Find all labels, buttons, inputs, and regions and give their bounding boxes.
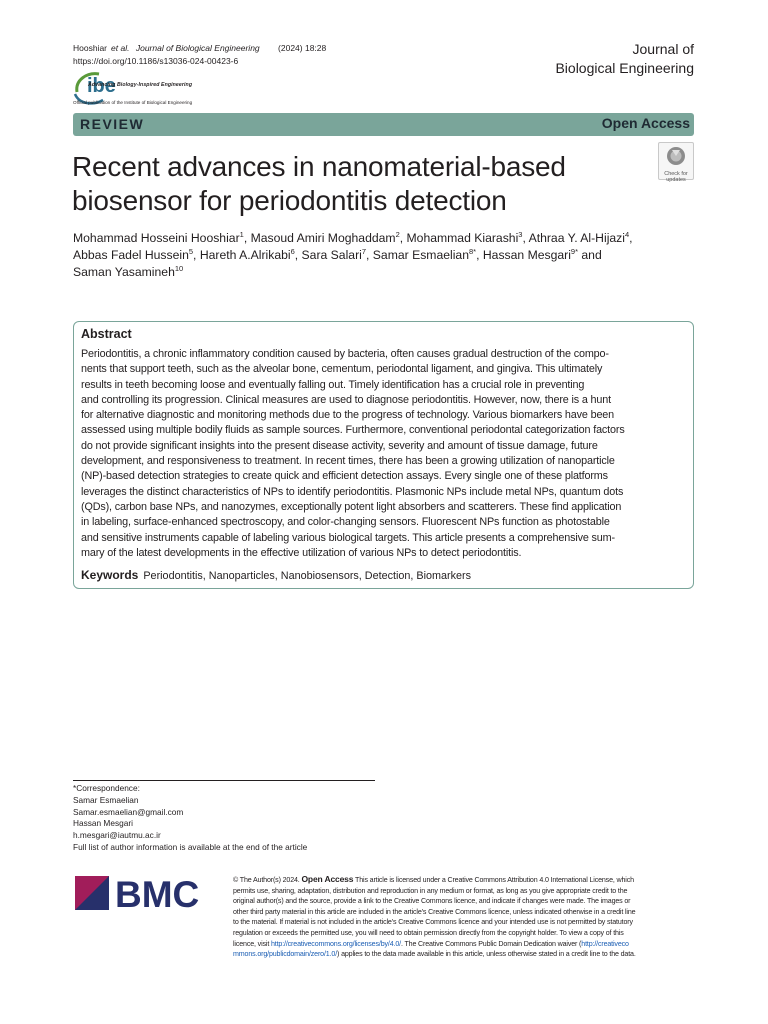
- author-affiliation-mark: 6: [290, 246, 295, 256]
- et-al: et al.: [111, 43, 130, 53]
- author-affiliation-mark: 1: [239, 229, 244, 239]
- abstract-line: for alternative diagnostic and monitoring methods due to the progress of technology. Various biomarkers have been: [81, 409, 615, 422]
- abstract-line: and controlling its progression. Clinical measures are used to diagnose periodontitis. However, now, there is a hunt: [81, 393, 611, 406]
- license-line: [233, 917, 695, 928]
- abstract-text: [81, 347, 685, 561]
- correspondent-email-1[interactable]: Samar.esmaelian@gmail.com: [73, 806, 184, 817]
- license-text: This article is licensed under a Creative Commons Attribution 4.0 International License, which: [353, 876, 634, 884]
- author-affiliation-mark: 8*: [468, 246, 477, 256]
- author-name: Athraa Y. Al-Hijazi: [528, 231, 625, 245]
- author-affiliation-mark: 9*: [570, 246, 579, 256]
- author-separator: ,: [243, 231, 251, 245]
- keywords-label: Keywords: [81, 568, 139, 582]
- author-affiliation-mark: 4: [624, 229, 630, 239]
- bmc-logo-text: BMC: [115, 874, 200, 914]
- journal-name-line2: Biological Engineering: [555, 60, 694, 76]
- author-name: Masoud Amiri Moghaddam: [250, 231, 396, 245]
- author-separator: ,: [522, 231, 529, 245]
- license-link[interactable]: http://creativecommons.org/licenses/by/4.0/: [270, 939, 401, 948]
- article-type-label: REVIEW: [80, 116, 145, 132]
- license-line: [233, 886, 695, 897]
- license-text: © The Author(s) 2024.: [233, 876, 302, 884]
- correspondent-name-2: Hassan Mesgari: [73, 818, 133, 829]
- license-link[interactable]: http://creativeco: [581, 939, 629, 948]
- keywords-line: [81, 568, 471, 582]
- author-affiliation-mark: 2: [395, 229, 400, 239]
- license-statement: [233, 874, 695, 960]
- author-short: Hooshiar: [73, 43, 108, 53]
- author-list: [73, 230, 693, 281]
- abstract-line: leverages the distinct characteristics of NPs to identify periodontitis. Plasmonic NPs include metal NPs, quantum dots: [81, 485, 624, 498]
- journal-name: [555, 40, 694, 78]
- abstract-line: (QDs), carbon base NPs, and nanozymes, exceptionally potent light absorbers and scatterers. These find application: [81, 500, 622, 513]
- correspondent-email-2[interactable]: h.mesgari@iautmu.ac.ir: [73, 830, 161, 841]
- license-link[interactable]: mmons.org/publicdomain/zero/1.0/: [233, 950, 338, 959]
- abstract-line: do not provide significant insights into the present disease activity, severity and amount of tissue damage, future: [81, 439, 598, 452]
- footnote-divider: [73, 780, 375, 781]
- license-text: licence, visit: [233, 939, 271, 948]
- logo-tagline: Advancing Biology-Inspired Engineering: [88, 82, 193, 88]
- license-text: other third party material in this article are included in the article’s Creative Commons licence, unless indicated otherwise in a credit line: [233, 907, 636, 916]
- author-affiliation-mark: 5: [188, 246, 194, 256]
- logo-subtitle: Official publication of the Institute of Biological Engineering: [73, 100, 193, 105]
- license-line: [233, 874, 695, 886]
- author-name: Samar Esmaelian: [372, 248, 469, 262]
- check-updates-line1: Check for: [664, 171, 688, 177]
- author-name: Sara Salari: [301, 248, 362, 262]
- author-affiliation-mark: 3: [518, 229, 523, 239]
- author-name: Abbas Fadel Hussein: [73, 248, 189, 262]
- abstract-line: in labeling, surface-enhanced spectroscopy, and color-changing sensors. Fluorescent NPs function as photostable: [81, 516, 610, 529]
- license-line: [233, 907, 695, 918]
- license-line: [233, 928, 695, 939]
- keywords-list: Periodontitis, Nanoparticles, Nanobiosensors, Detection, Biomarkers: [143, 570, 472, 582]
- correspondence-label: *Correspondence:: [73, 783, 140, 793]
- abstract-line: (NP)-based detection strategies to create quick and efficient detection assays. Every single one of these platforms: [81, 470, 608, 483]
- abstract-line: development, and responsiveness to treatment. In recent times, there has been a growing utilization of nanoparticle: [81, 455, 615, 468]
- bmc-logo-icon: [75, 874, 215, 914]
- license-text: original author(s) and the source, provide a link to the Creative Commons licence, and indicate if changes were made. The images or: [233, 897, 631, 906]
- correspondent-name-1: Samar Esmaelian: [73, 794, 139, 805]
- abstract-line: assessed using multiple bodily fluids as sample sources. Furthermore, conventional periodontal categorization factors: [81, 424, 625, 437]
- correspondence-block: [73, 783, 307, 854]
- author-separator: ,: [629, 231, 633, 245]
- journal-name-line1: Journal of: [632, 41, 694, 57]
- author-separator: ,: [193, 248, 200, 262]
- abstract-line: and sensitive instruments capable of labeling various biological targets. This article presents a comprehensive sum-: [81, 531, 615, 544]
- author-info-note: Full list of author information is available at the end of the article: [73, 841, 308, 852]
- license-open-access: Open Access: [301, 874, 354, 884]
- logo-text: ibe: [87, 75, 116, 97]
- license-line: [233, 949, 695, 960]
- year-volume: (2024) 18:28: [278, 43, 327, 53]
- author-separator: ,: [294, 248, 302, 262]
- license-text: . The Creative Commons Public Domain Dedication waiver (: [400, 939, 582, 948]
- citation-header: [73, 42, 330, 68]
- license-line: [233, 939, 695, 950]
- author-separator: ,: [399, 231, 407, 245]
- check-updates-line2: updates: [666, 177, 686, 183]
- abstract-line: nents that support teeth, such as the alveolar bone, cementum, periodontal ligament, and gingiva. This ultimately: [81, 363, 603, 376]
- author-separator: ,: [476, 248, 483, 262]
- license-line: [233, 896, 695, 907]
- abstract-heading: Abstract: [81, 327, 132, 341]
- author-name: Hassan Mesgari: [482, 248, 571, 262]
- author-name: Hareth A.Alrikabi: [199, 248, 291, 262]
- journal-short: Journal of Biological Engineering: [135, 43, 260, 53]
- author-affiliation-mark: 10: [174, 263, 184, 273]
- check-updates-icon: [666, 146, 686, 166]
- license-text: ) applies to the data made available in this article, unless otherwise stated in a credit line to the data.: [337, 950, 636, 959]
- license-text: regulation or exceeds the permitted use, you will need to obtain permission directly from the copyright holder. To view a copy of this: [233, 928, 624, 937]
- license-text: permits use, sharing, adaptation, distribution and reproduction in any medium or format, as long as you give appropriate credit to the: [233, 886, 628, 895]
- author-separator: and: [578, 248, 602, 262]
- abstract-line: results in teeth becoming loose and eventually falling out. Timely identification has a crucial role in preventing: [81, 378, 585, 391]
- open-access-label: Open Access: [601, 115, 690, 131]
- author-name: Mohammad Hosseini Hooshiar: [73, 231, 240, 245]
- abstract-line: Periodontitis, a chronic inflammatory condition caused by bacteria, often causes gradual destruction of the compo-: [81, 348, 609, 360]
- article-title: Recent advances in nanomaterial-based biosensor for periodontitis detection: [72, 151, 566, 216]
- author-name: Saman Yasamineh: [73, 265, 175, 279]
- author-separator: ,: [366, 248, 373, 262]
- abstract-line: mary of the latest developments in the effective utilization of various NPs to detect periodontitis.: [81, 546, 522, 559]
- author-affiliation-mark: 7: [361, 246, 367, 256]
- doi-link[interactable]: https://doi.org/10.1186/s13036-024-00423-6: [73, 56, 239, 66]
- license-text: to the material. If material is not included in the article’s Creative Commons licence and your intended use is not permitted by statutory: [233, 918, 633, 927]
- author-name: Mohammad Kiarashi: [406, 231, 519, 245]
- check-for-updates-button[interactable]: [658, 142, 694, 183]
